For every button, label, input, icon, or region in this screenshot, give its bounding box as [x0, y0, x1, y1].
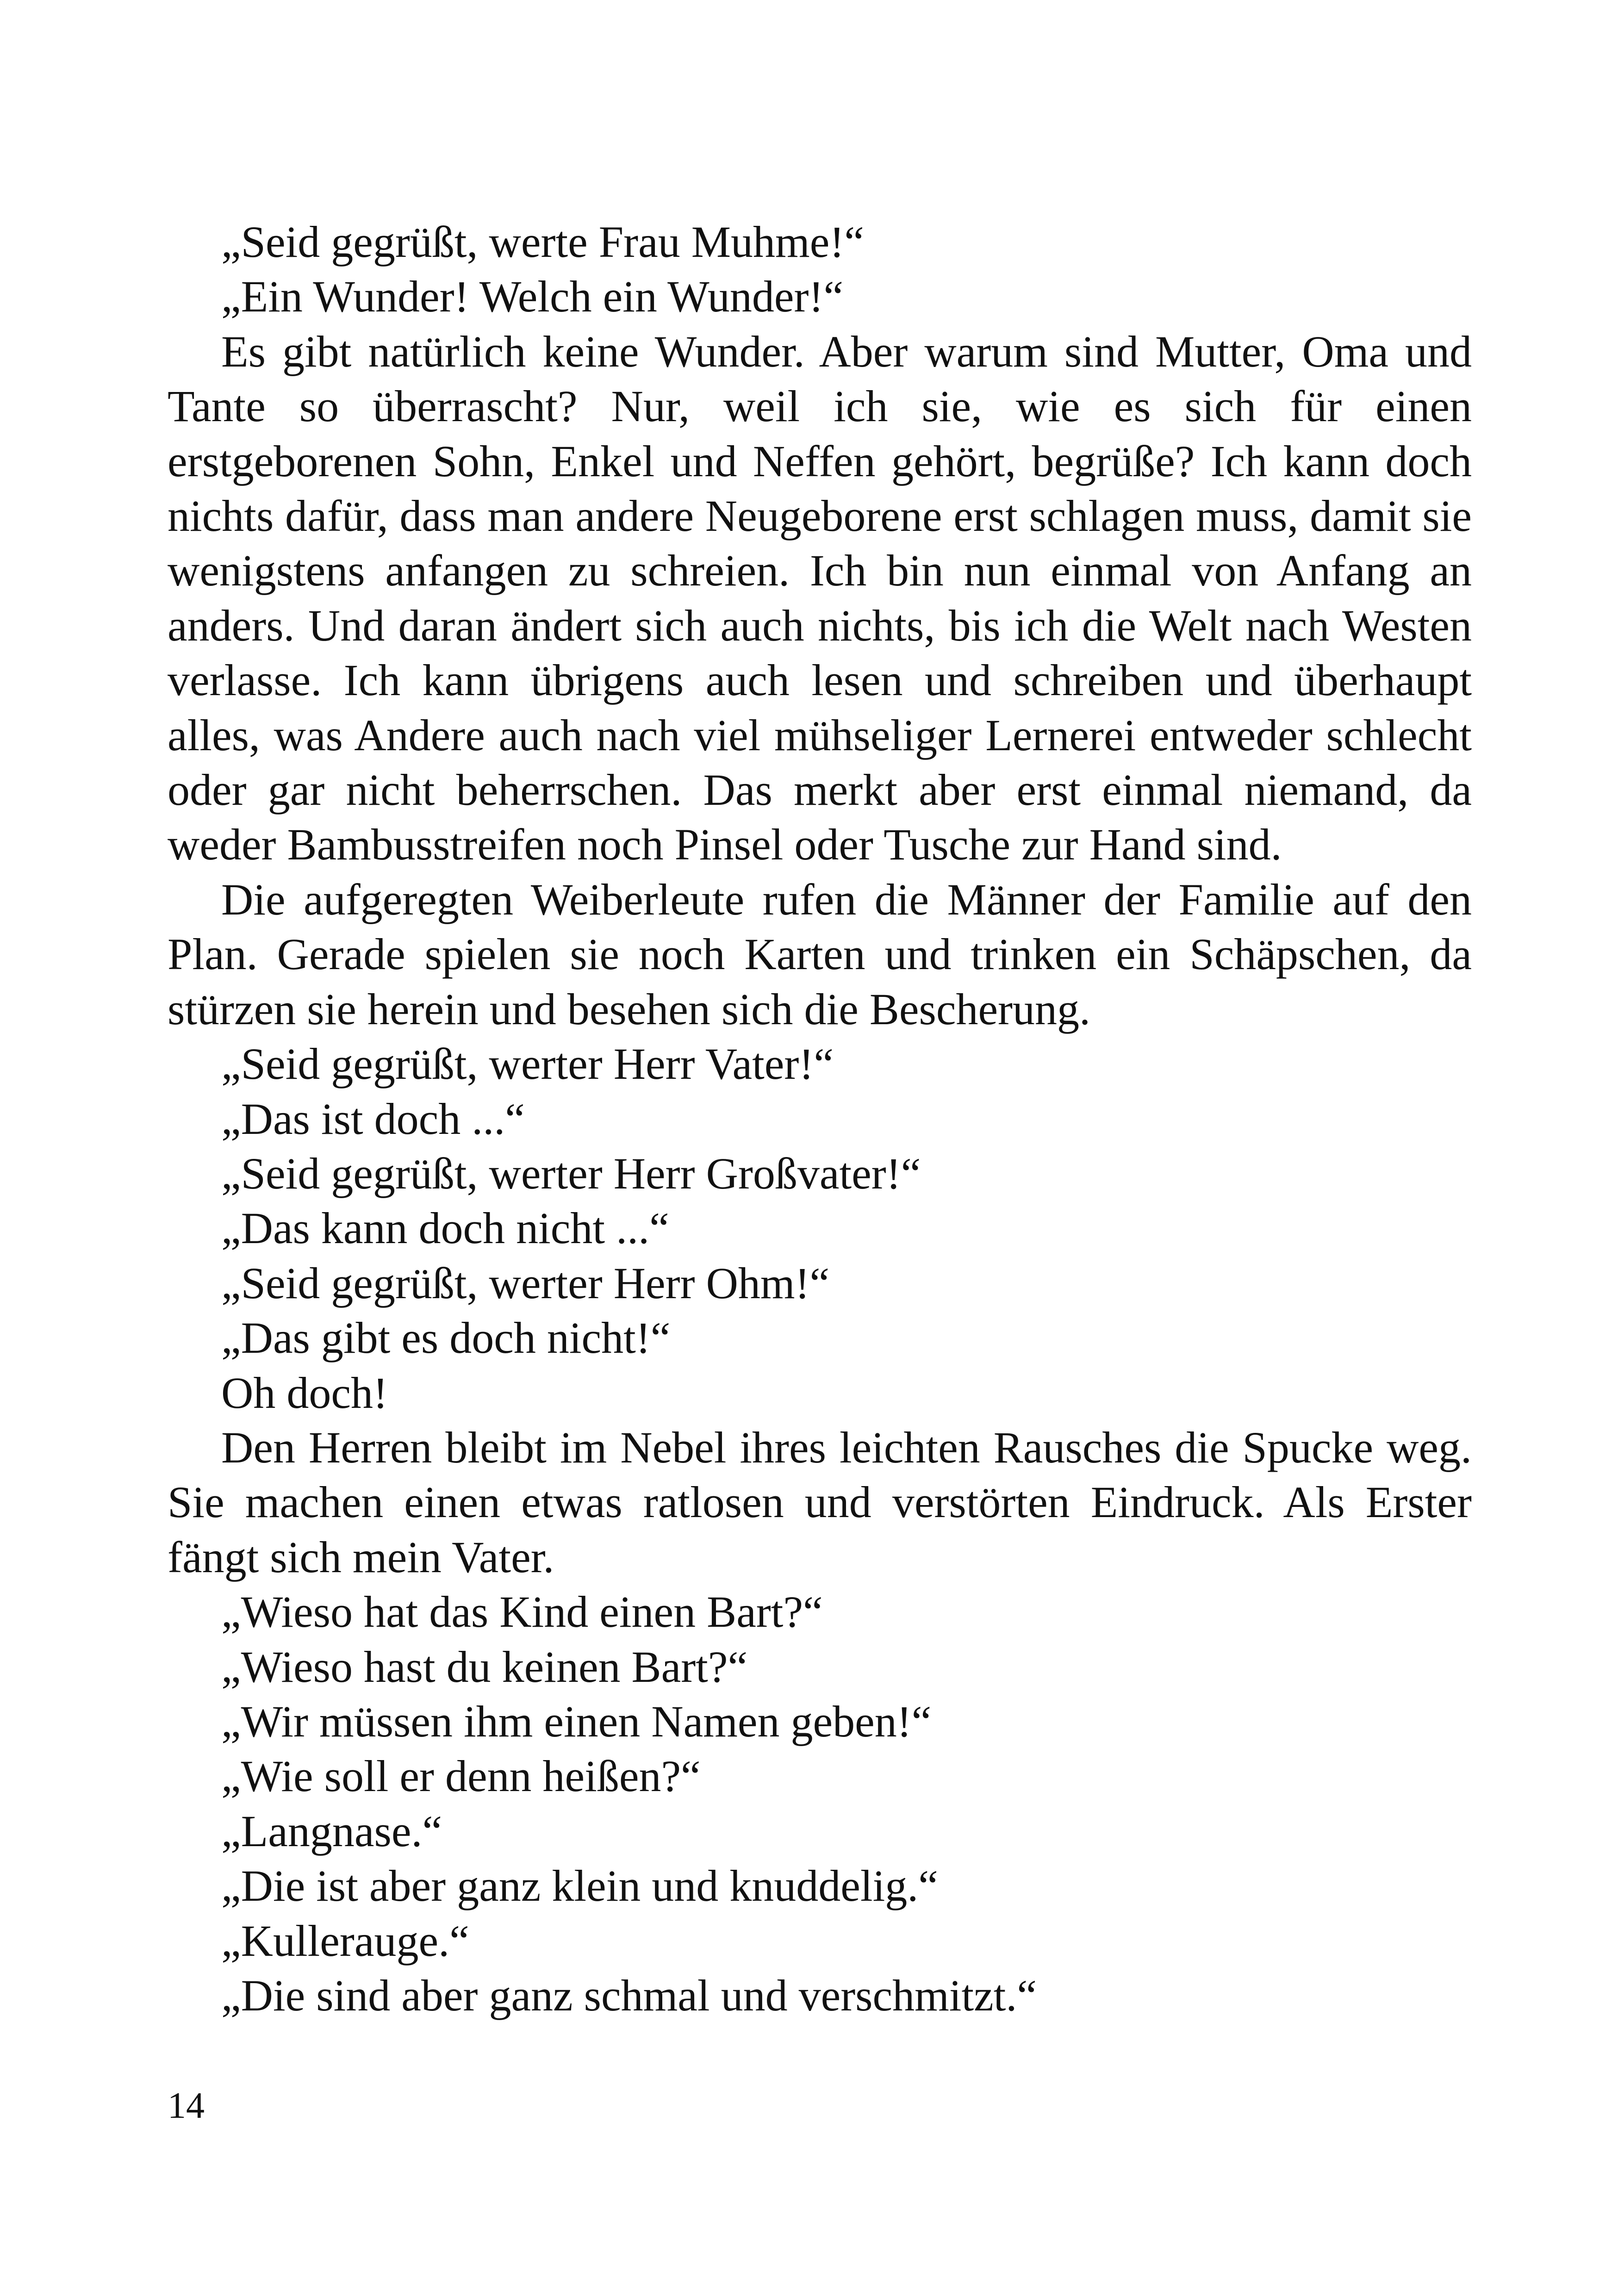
paragraph: „Seid gegrüßt, werter Herr Ohm!“: [221, 1258, 830, 1308]
paragraph: „Das kann doch nicht ...“: [221, 1203, 669, 1253]
paragraph: „Ein Wunder! Welch ein Wunder!“: [221, 272, 844, 322]
paragraph: Es gibt natürlich keine Wunder. Aber warum sind Mutter, Oma und Tante so überrascht? Nur, weil ich sie, wie es sich für einen erstgeborenen Sohn, Enkel und Neffen gehört, begrüße? Ich kann doch nichts dafür, dass man andere Neugeborene erst schlagen muss, damit sie wenigstens anfangen zu schreien. Ich bin nun einmal von Anfang an anders. Und daran ändert sich auch nichts, bis ich die Welt nach Westen verlasse. Ich kann übrigens auch lesen und schreiben und überhaupt alles, was Andere auch nach viel mühseliger Lernerei entweder schlecht oder gar nicht beherrschen. Das merkt aber erst einmal niemand, da weder Bambusstreifen noch Pinsel oder Tusche zur Hand sind.: [168, 326, 1472, 870]
paragraph: „Seid gegrüßt, werter Herr Großvater!“: [221, 1148, 921, 1198]
paragraph: Oh doch!: [221, 1368, 388, 1418]
paragraph: „Kullerauge.“: [221, 1916, 469, 1966]
page-number: 14: [168, 2085, 205, 2126]
paragraph: „Wieso hast du keinen Bart?“: [221, 1642, 748, 1692]
paragraph: „Die ist aber ganz klein und knuddelig.“: [221, 1861, 938, 1911]
paragraph: „Die sind aber ganz schmal und verschmitzt.“: [221, 1971, 1037, 2020]
paragraph: „Seid gegrüßt, werter Herr Vater!“: [221, 1039, 834, 1089]
body-text: [168, 215, 1472, 2023]
paragraph: „Wie soll er denn heißen?“: [221, 1751, 701, 1801]
paragraph: „Seid gegrüßt, werte Frau Muhme!“: [221, 217, 864, 267]
paragraph: „Wir müssen ihm einen Namen geben!“: [221, 1696, 932, 1746]
paragraph: Die aufgeregten Weiberleute rufen die Männer der Familie auf den Plan. Gerade spielen sie noch Karten und trinken ein Schäpschen, da stürzen sie herein und besehen sich die Bescherung.: [168, 874, 1472, 1034]
paragraph: „Das ist doch ...“: [221, 1094, 525, 1144]
paragraph: Den Herren bleibt im Nebel ihres leichten Rausches die Spucke weg. Sie machen einen etwas ratlosen und verstörten Eindruck. Als Erster fängt sich mein Vater.: [168, 1422, 1472, 1582]
paragraph: „Wieso hat das Kind einen Bart?“: [221, 1587, 823, 1637]
paragraph: „Langnase.“: [221, 1806, 442, 1856]
paragraph: „Das gibt es doch nicht!“: [221, 1313, 671, 1363]
